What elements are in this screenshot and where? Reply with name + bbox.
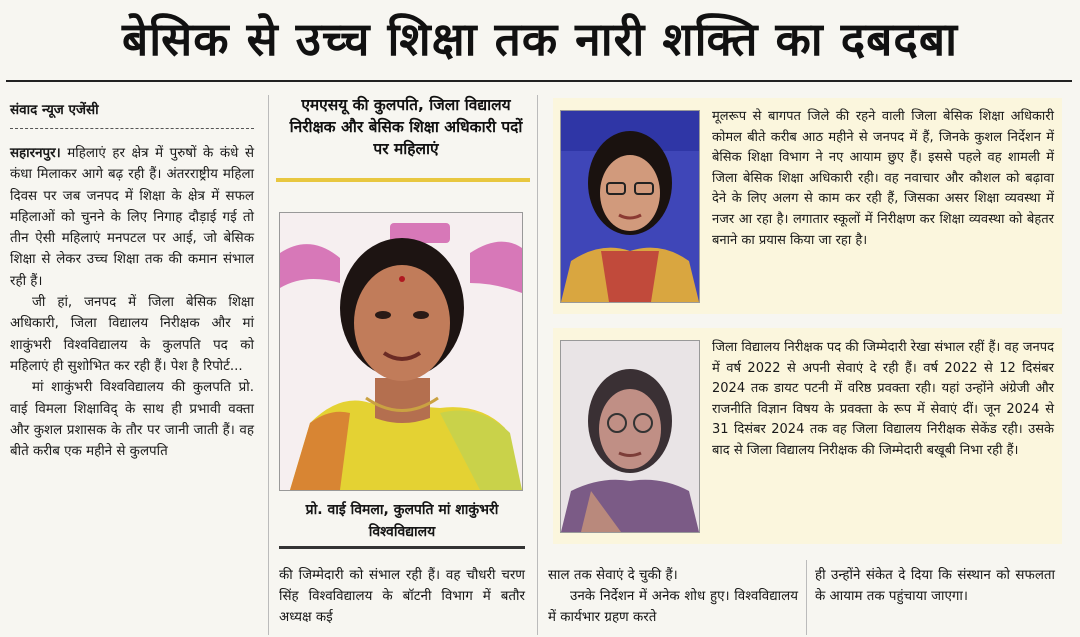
- profile-text-bsa: मूलरूप से बागपत जिले की रहने वाली जिला बेसिक शिक्षा अधिकारी कोमल बीते करीब आठ महीने से जनपद में हैं, जिनके कुशल निर्देशन में बेसिक शिक्षा विभाग ने नए आयाम छुए हैं। इससे पहले वह शामली में जिला बेसिक शिक्षा अधिकारी रही। वह नवाचार और कौशल को बढ़ावा देने के लिए अलग से काम कर रही हैं, जिसका असर शिक्षा व्यवस्था में नजर आ रहा है। लगातार स्कूलों में निरीक्षण कर शिक्षा व्यवस्था को बेहतर बनाने का प्रयास किया जा रहा है।: [712, 109, 1054, 248]
- column-2-bottom-paragraph: की जिम्मेदारी को संभाल रही हैं। वह चौधरी चरण सिंह विश्वविद्यालय के बॉटनी विभाग में बतौर अध्यक्ष कई: [279, 568, 525, 625]
- dateline-place: सहारनपुर।: [10, 146, 61, 161]
- column-2-bottom-text: [279, 565, 525, 628]
- column-1-paragraph-3: मां शाकुंभरी विश्वविद्यालय की कुलपति प्रो. वाई विमला शिक्षाविद् के साथ ही प्रभावी वक्ता और कुशल प्रशासक के तौर पर जानी जाती हैं। वह बीते करीब एक महीने से कुलपति: [10, 380, 254, 460]
- column-3-divider: [806, 560, 807, 635]
- headline-rule: [6, 80, 1072, 82]
- headline: बेसिक से उच्च शिक्षा तक नारी शक्ति का दबदबा: [122, 12, 958, 66]
- portrait-illustration: [561, 341, 699, 532]
- paragraph-1-body: महिलाएं हर क्षेत्र में पुरुषों के कंधे से कंधा मिलाकर आगे बढ़ रही हैं। अंतरराष्ट्रीय महिला दिवस पर जब जनपद में शिक्षा के क्षेत्र में सफल महिलाओं को चुनने के लिए निगाह दौड़ाई गई तो तीन ऐसी महिलाएं मनपटल पर आई, जो बेसिक शिक्षा से लेकर उच्च शिक्षा तक की कमान संभाल रही हैं।: [10, 146, 254, 289]
- kicker-heading: एमएसयू की कुलपति, जिला विद्यालय निरीक्षक और बेसिक शिक्षा अधिकारी पदों पर महिलाएं: [289, 96, 523, 158]
- portrait-illustration: [280, 213, 522, 490]
- portrait-photo-vimla: [279, 212, 523, 491]
- portrait-photo-komal: [560, 110, 700, 303]
- byline: संवाद न्यूज एजेंसी: [10, 102, 99, 118]
- column-4-bottom-paragraph: ही उन्होंने संकेत दे दिया कि संस्थान को सफलता के आयाम तक पहुंचाया जाएगा।: [815, 568, 1055, 604]
- column-divider: [268, 95, 269, 635]
- caption-rule: [279, 546, 525, 549]
- profile-text-dios: जिला विद्यालय निरीक्षक पद की जिम्मेदारी रेखा संभाल रहीं हैं। वह जनपद में वर्ष 2022 से अपनी सेवाएं दे रही हैं। वर्ष 2022 से 12 दिसंबर 2024 तक डायट पटनी में वरिष्ठ प्रवक्ता रही। यहां उन्होंने अंग्रेजी और राजनीति विज्ञान विषय के प्रवक्ता के रूप में सेवाएं दीं। जून 2024 से 31 दिसंबर 2024 तक वह जिला विद्यालय निरीक्षक सेकेंड रही। उसके बाद से जिला विद्यालय निरीक्षक की जिम्मेदारी बखूबी निभा रही हैं।: [712, 340, 1054, 458]
- portrait-photo-rekha: [560, 340, 700, 533]
- byline-rule: [10, 128, 254, 130]
- column-4-bottom-text: [815, 565, 1055, 607]
- kicker-underline: [276, 178, 530, 182]
- portrait-illustration: [561, 111, 699, 302]
- column-1-text: [10, 143, 254, 462]
- column-3-paragraph-2: उनके निर्देशन में अनेक शोध हुए। विश्वविद्यालय में कार्यभार ग्रहण करते: [548, 589, 798, 625]
- column-3-bottom-text: [548, 565, 798, 628]
- column-1-paragraph-2: जी हां, जनपद में जिला बेसिक शिक्षा अधिकारी, जिला विद्यालय निरीक्षक और मां शाकुंभरी विश्वविद्यालय के कुलपति पद को महिलाएं ही सुशोभित कर रही हैं। पेश है रिपोर्ट...: [10, 295, 254, 374]
- column-1-paragraph-1: [10, 143, 254, 292]
- right-column-divider: [537, 95, 538, 635]
- photo-caption: प्रो. वाई विमला, कुलपति मां शाकुंभरी विश्वविद्यालय: [305, 502, 499, 540]
- column-3-line-1: साल तक सेवाएं दे चुकी हैं।: [548, 568, 678, 583]
